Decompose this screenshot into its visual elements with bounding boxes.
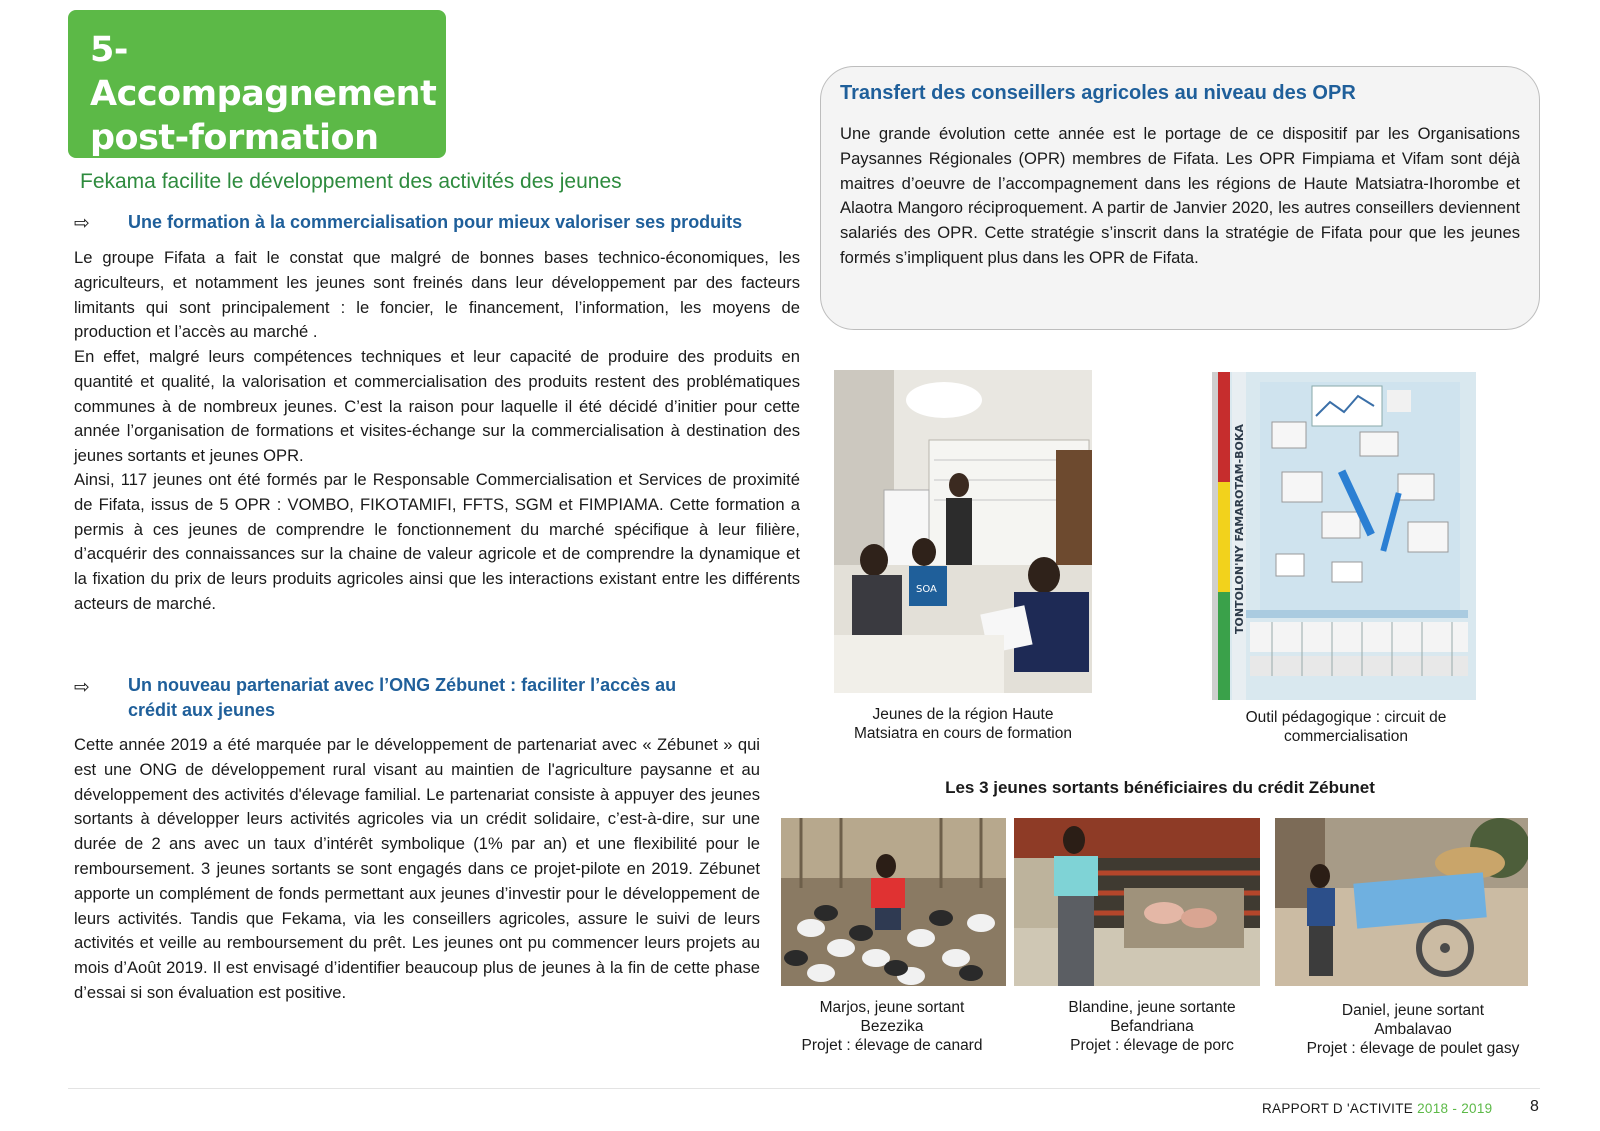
footer-years: 2018 - 2019 (1417, 1101, 1493, 1116)
caption-daniel-place: Ambalavao (1374, 1021, 1452, 1038)
caption-daniel-project: Projet : élevage de poulet gasy (1306, 1040, 1520, 1057)
photo-daniel-cart (1275, 818, 1528, 986)
photo-blandine-pigs (1014, 818, 1260, 986)
page-number: 8 (1530, 1098, 1539, 1115)
section-subtitle: Fekama facilite le développement des activités des jeunes (80, 170, 622, 193)
photo-training-caption-line2: Matsiatra en cours de formation (854, 725, 1072, 742)
bullet-heading-zebunet (128, 673, 676, 723)
photo-marjos-ducks (781, 818, 1006, 986)
caption-marjos-name: Marjos, jeune sortant (819, 999, 965, 1016)
caption-daniel-name: Daniel, jeune sortant (1341, 1002, 1485, 1019)
section-title-line1: Accompagnement (90, 74, 437, 114)
caption-marjos-place: Bezezika (860, 1018, 924, 1035)
footer-report-label: RAPPORT D 'ACTIVITE (1262, 1101, 1414, 1116)
caption-daniel (1280, 1001, 1546, 1058)
paragraph-zebunet: Cette année 2019 a été marquée par le développement de partenariat avec « Zébunet » qui est une ONG de développement rural visant au maintien de l'agriculture paysanne et au développement des activités d'élevage familial. Le partenariat consiste à appuyer des jeunes sortants à développer leurs activités agricoles via un crédit solidaire, c’est-à-dire, sur une durée de 2 ans avec un taux d’intérêt symbolique (1% par an) et une flexibilité pour le remboursement. 3 jeunes sortants se sont engagés dans ce projet-pilote en 2019. Zébunet apporte un complément de fonds permettant aux jeunes d’investir pour le développement de leurs activités. Tandis que Fekama, via les conseillers agricoles, assure le suivi de leurs activités et veille au remboursement du prêt. Les jeunes ont pu commencer leurs projets au mois d’Août 2019. Il est envisagé d’identifier beaucoup plus de jeunes à la fin de cette phase d’essai si son évaluation est positive. (74, 735, 760, 1002)
paragraph-en-effet: En effet, malgré leurs compétences techniques et leur capacité de produire des produits en quantité et qualité, la valorisation et commercialisation des produits restent des problématiques communes à de nombreux jeunes. C’est la raison pour laquelle il été décidé d’initier pour cette année l’organisation de formations et visites-échange sur la commercialisation à destination des jeunes sortants et jeunes OPR. (74, 347, 800, 466)
bullet-heading-commercialisation: Une formation à la commercialisation pour mieux valoriser ses produits (128, 212, 743, 232)
caption-blandine-name: Blandine, jeune sortante (1068, 999, 1236, 1016)
section-number: 5- (90, 30, 128, 70)
poster-vertical-text: TONTOLON'NY FAMAROTAM-BOKA (1233, 424, 1246, 634)
footer-label (1262, 1101, 1493, 1116)
zebunet-beneficiaries-heading: Les 3 jeunes sortants bénéficiaires du crédit Zébunet (945, 778, 1375, 797)
info-box-text: Une grande évolution cette année est le portage de ce dispositif par les Organisations Paysannes Régionales (OPR) membres de Fifata. Les OPR Fimpiama et Vifam sont déjà maitres d’oeuvre de l’accompagnement dans les régions de Haute Matsiatra-Ihorombe et Alaotra Mangoro réciproquement. A partir de Janvier 2020, les autres conseillers deviennent salariés des OPR. Cette stratégie s’inscrit dans la stratégie de Fifata pour que les jeunes formés s’impliquent plus dans les OPR de Fifata. (840, 124, 1520, 267)
photo-tool-caption-line2: commercialisation (1283, 728, 1409, 745)
bullet-heading-zebunet-line2: crédit aux jeunes (128, 700, 276, 720)
footer-divider (68, 1088, 1540, 1089)
photo-pedagogic-tool (1212, 372, 1476, 700)
bullet-arrow-icon: ⇨ (74, 677, 90, 698)
bullet-heading-zebunet-line1: Un nouveau partenariat avec l’ONG Zébunet : faciliter l’accès au (128, 675, 677, 695)
bullet-arrow-icon: ⇨ (74, 213, 90, 234)
shirt-text: SOA (916, 584, 937, 595)
caption-marjos-project: Projet : élevage de canard (801, 1037, 983, 1054)
caption-blandine-place: Befandriana (1110, 1018, 1194, 1035)
caption-marjos (768, 998, 1016, 1055)
caption-blandine (1022, 998, 1282, 1055)
section-title-line2: post-formation (90, 118, 379, 158)
photo-training-classroom (834, 370, 1092, 693)
photo-training-caption-line1: Jeunes de la région Haute (872, 706, 1054, 723)
section-title (90, 28, 440, 160)
info-box-title: Transfert des conseillers agricoles au niveau des OPR (840, 82, 1356, 104)
photo-tool-caption (1216, 708, 1476, 746)
paragraph-constat: Le groupe Fifata a fait le constat que malgré de bonnes bases technico-économiques, les agriculteurs, et notamment les jeunes sont freinés dans leur développement par des facteurs limitants qui sont principalement : le foncier, le financement, l’information, les moyens de production et l’accès au marché . (74, 248, 800, 342)
photo-tool-caption-line1: Outil pédagogique : circuit de (1245, 709, 1447, 726)
paragraph-ainsi: Ainsi, 117 jeunes ont été formés par le Responsable Commercialisation et Services de proximité de Fifata, issus de 5 OPR : VOMBO, FIKOTAMIFI, FFTS, SGM et FIMPIAMA. Cette formation a permis à ces jeunes de comprendre le fonctionnement du marché spécifique à leur filière, d’acquérir des connaissances sur la chaine de valeur agricole et de comprendre la dynamique et la fixation du prix de leurs produits agricoles ainsi que les interactions existant entre les différents acteurs de marché. (74, 470, 800, 613)
caption-blandine-project: Projet : élevage de porc (1070, 1037, 1234, 1054)
photo-training-caption (820, 705, 1106, 743)
